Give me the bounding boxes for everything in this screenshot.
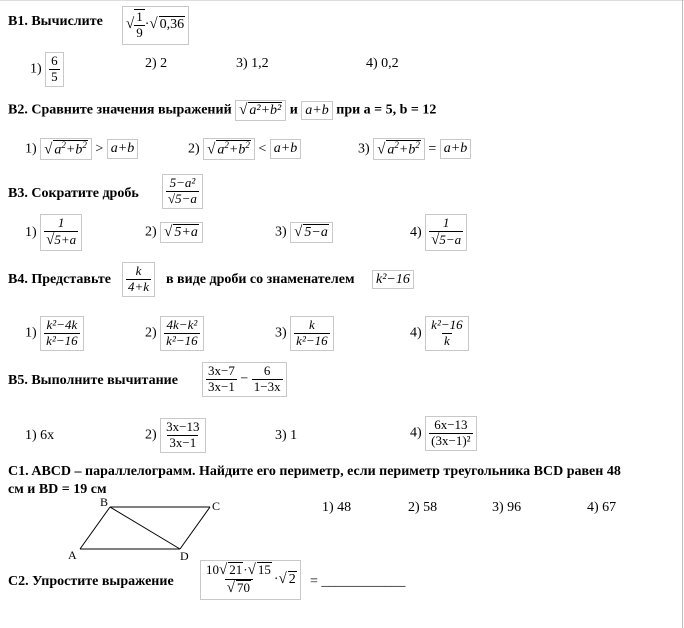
b4-mid-text: в виде дроби со знаменателем — [166, 272, 355, 287]
b5-option-3[interactable]: 3) 1 — [275, 428, 298, 443]
b3-option-1[interactable]: 1) $\frac{1}{√5+a}$ — [25, 214, 82, 251]
c2-answer[interactable]: = ____________ — [310, 574, 406, 589]
page-right-border — [682, 0, 683, 628]
b5-option-4[interactable]: 4) $\frac{6x-13}{\text{(3x−1)²}}$ — [410, 416, 477, 451]
b4-heading: B4. Представьте — [8, 272, 111, 287]
b1-option-4[interactable]: 4) 0,2 — [366, 56, 399, 71]
c1-option-2[interactable]: 2) 58 — [408, 500, 438, 515]
side-CD — [180, 507, 210, 549]
b4-fraction: $\frac{k}{4+k}$ — [122, 262, 155, 297]
b2-heading: B2. Сравните значения выражений √ a²+b² и a+b при a = 5, b = 12 — [8, 100, 436, 121]
b1-label: B1. — [8, 14, 28, 29]
b1-heading — [8, 14, 103, 30]
b1-option-3[interactable]: 3) 1,2 — [236, 56, 269, 71]
b2-option-3[interactable]: 3) √ $a^2+b^2 = a+b$ — [358, 138, 471, 160]
page-top-border — [0, 0, 684, 1]
side-AB — [80, 507, 110, 549]
c1-parallelogram-figure — [60, 497, 230, 562]
c1-text-line2: см и BD = 19 см — [8, 482, 107, 497]
b3-option-3[interactable]: 3) √ 5−a — [275, 222, 333, 243]
vertex-A: A — [68, 548, 77, 562]
c2-expression: $\frac{10√ 21\cdot√ 15}{√ 70}$ ·√ 2 — [200, 560, 301, 600]
b1-option-1[interactable]: 1) $\frac{6}{5}$ — [30, 52, 64, 87]
vertex-B: B — [100, 497, 109, 509]
b4-option-2[interactable]: 2) $\frac{\text{4k−k²}}{\text{k²−16}}$ — [145, 316, 204, 351]
c1-option-1[interactable]: 1) 48 — [322, 500, 352, 515]
b5-option-1[interactable]: 1) 6x — [25, 428, 55, 443]
b1-expression: √ $\frac{1}{9}$ ·√ 0,36 — [122, 6, 189, 45]
b4-option-3[interactable]: 3) $\frac{k}{\text{k²−16}}$ — [275, 316, 334, 351]
b5-heading: B5. Выполните вычитание — [8, 373, 178, 388]
b4-denominator: k²−16 — [372, 270, 414, 289]
b3-fraction: $\frac{\text{5−a²}}{√5-a}$ — [162, 174, 203, 209]
b1-title: Вычислите — [31, 14, 103, 29]
b4-option-4[interactable]: 4) $\frac{\text{k²−16}}{k}$ — [410, 316, 469, 351]
b3-option-4[interactable]: 4) $\frac{1}{√5-a}$ — [410, 214, 467, 251]
b5-expression: $\frac{3x-7}{3x-1}$ − $\frac{6}{1-3x}$ — [202, 362, 287, 397]
b2-option-1[interactable]: 1) √ $a^2+b^2 > a+b$ — [25, 138, 138, 160]
b2-option-2[interactable]: 2) √ $a^2+b^2 < a+b$ — [188, 138, 301, 160]
vertex-C: C — [212, 499, 221, 513]
vertex-D: D — [180, 549, 189, 562]
c2-answer-blank: ____________ — [321, 574, 406, 589]
diagonal-BD — [110, 507, 180, 549]
b3-heading: B3. Сократите дробь — [8, 186, 139, 201]
c1-text-line1: C1. ABCD – параллелограмм. Найдите его периметр, если периметр треугольника BCD равен 48 — [8, 464, 621, 479]
b5-option-2[interactable]: 2) $\frac{3x-13}{3x-1}$ — [145, 418, 206, 453]
b4-option-1[interactable]: 1) $\frac{\text{k²−4k}}{\text{k²−16}}$ — [25, 316, 84, 351]
b3-option-2[interactable]: 2) √ 5+a — [145, 222, 203, 243]
b1-option-2[interactable]: 2) 2 — [145, 56, 168, 71]
c1-option-3[interactable]: 3) 96 — [492, 500, 522, 515]
c2-heading: C2. Упростите выражение — [8, 574, 174, 589]
c1-option-4[interactable]: 4) 67 — [587, 500, 617, 515]
